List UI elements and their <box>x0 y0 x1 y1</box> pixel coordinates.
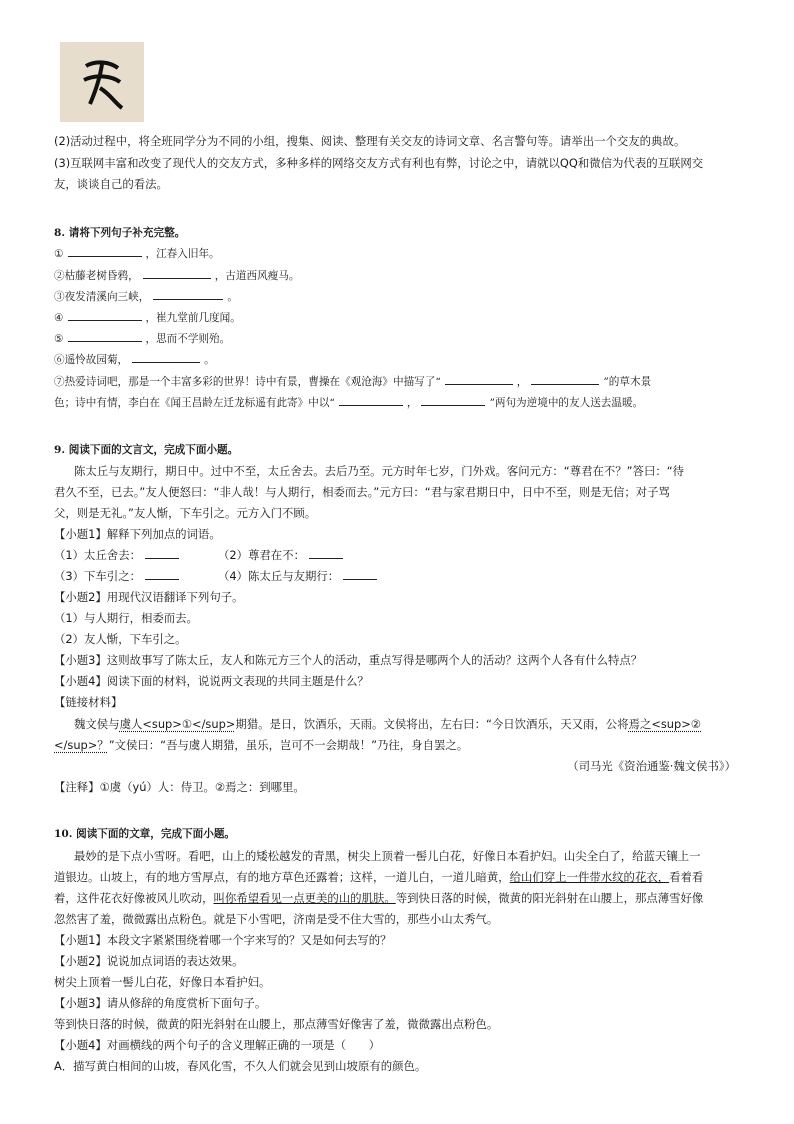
seal-character-image <box>60 42 144 122</box>
q10-title: 10. 阅读下面的文章，完成下面小题。 <box>54 828 236 840</box>
q7-item-3-line1: (3)互联网丰富和改变了现代人的交友方式，多种多样的网络交友方式有利也有弊，讨论之中，请就以QQ和微信为代表的互联网交 <box>54 156 704 170</box>
q7-item-2: (2)活动过程中，将全班同学分为不同的小组，搜集、阅读、整理有关交友的诗词文章、名言警句等。请举出一个交友的典故。 <box>54 134 686 148</box>
seal-glyph-drawing <box>60 42 144 122</box>
q10-passage-line2: 道银边。山坡上，有的地方雪厚点，有的地方草色还露着；这样，一道儿白，一道儿暗黄，给山们穿上一件带水纹的花衣，看着看 <box>54 870 704 884</box>
q8-line-4: ④ ，崔九堂前几度闻。 <box>54 308 241 328</box>
q7-item-3-line2: 友，谈谈自己的看法。 <box>54 177 168 191</box>
q9-passage-line3: 父，则是无礼。”友人惭，下车引之。元方入门不顾。 <box>54 506 317 520</box>
q10-option-a: A．描写黄白相间的山坡，春风化雪，不久人们就会见到山坡原有的颜色。 <box>54 1059 427 1073</box>
q10-subq2-sentence: 树尖上顶着一髻儿白花，好像日本看护妇。 <box>54 975 271 989</box>
q10-subq1: 【小题1】本段文字紧紧围绕着哪一个字来写的？又是如何去写的？ <box>54 933 392 947</box>
q8-line-3: ③夜发清溪向三峡， 。 <box>54 287 238 307</box>
q9-subq2-item2: （2）友人惭，下车引之。 <box>54 632 187 646</box>
q8-line-8: 色；诗中有情，李白在《闻王昌龄左迁龙标遥有此寄》中以“ ， ”两句为逆境中的友人送去温暖。 <box>54 393 643 413</box>
q10-subq4: 【小题4】对画横线的两个句子的含义理解正确的一项是（ ） <box>54 1038 381 1052</box>
q9-source: （司马光《资治通鉴·魏文侯书》） <box>567 759 736 773</box>
q9-subq1-item2: （2）尊君在不： <box>218 545 347 565</box>
q8-line-1: ① ，江春入旧年。 <box>54 244 220 264</box>
q10-subq3: 【小题3】请从修辞的角度赏析下面句子。 <box>54 996 267 1010</box>
q9-passage-line2: 君久不至，已去。”友人便怒曰：“非人哉！与人期行，相委而去。”元方曰：“君与家君期日中，日中不至，则是无信；对子骂 <box>54 485 670 499</box>
q8-line-5: ⑤ ，思而不学则殆。 <box>54 329 230 349</box>
q9-material-line1: 魏文侯与虞人<sup>①</sup>期猎。是日，饮酒乐，天雨。文侯将出，左右曰：“今日饮酒乐，天又雨，公将焉之<sup>② <box>74 717 702 731</box>
q9-link-heading: 【链接材料】 <box>54 695 123 709</box>
q9-subq1-item3: （3）下车引之： <box>54 566 183 586</box>
q8-title: 8. 请将下列句子补充完整。 <box>54 227 186 239</box>
q9-note: 【注释】①虞（yú）人：侍卫。②焉之：到哪里。 <box>54 780 305 794</box>
q9-subq2: 【小题2】用现代汉语翻译下列句子。 <box>54 590 244 604</box>
q9-subq1-item4: （4）陈太丘与友期行： <box>218 566 381 586</box>
q9-subq3: 【小题3】这则故事写了陈太丘，友人和陈元方三个人的活动，重点写得是哪两个人的活动？这两个人各有什么特点？ <box>54 653 643 667</box>
q10-passage-line3: 着，这件花衣好像被风儿吹动，叫你希望看见一点更美的山的肌肤。等到快日落的时候，微黄的阳光斜射在山腰上，那点薄雪好像 <box>54 891 704 905</box>
q9-material-line2: </sup>？”文侯曰：“吾与虞人期猎，虽乐，岂可不一会期哉！”乃往，身自罢之。 <box>54 738 469 752</box>
q10-passage-line4: 忽然害了羞，微微露出点粉色。就是下小雪吧，济南是受不住大雪的，那些小山太秀气。 <box>54 912 499 926</box>
q9-passage-line1: 陈太丘与友期行，期日中。过中不至，太丘舍去。去后乃至。元方时年七岁，门外戏。客问元方：“尊君在不？”答曰：“待 <box>74 464 685 478</box>
q8-line-2: ②枯藤老树昏鸦， ，古道西风瘦马。 <box>54 266 300 286</box>
q10-passage-line1: 最妙的是下点小雪呀。看吧，山上的矮松越发的青黑，树尖上顶着一髻儿白花，好像日本看护妇。山尖全白了，给蓝天镶上一 <box>74 849 701 863</box>
q9-subq4: 【小题4】阅读下面的材料，说说两文表现的共同主题是什么？ <box>54 674 369 688</box>
q9-subq2-item1: （1）与人期行，相委而去。 <box>54 611 198 625</box>
q9-subq1: 【小题1】解释下列加点的词语。 <box>54 527 221 541</box>
q8-line-6: ⑥遥怜故园菊， 。 <box>54 350 215 370</box>
q9-title: 9. 阅读下面的文言文，完成下面小题。 <box>54 444 239 456</box>
q8-line-7: ⑦热爱诗词吧，那是一个丰富多彩的世界！诗中有景，曹操在《观沧海》中描写了“ ， ”的草木景 <box>54 372 651 392</box>
q10-subq3-sentence: 等到快日落的时候，微黄的阳光斜射在山腰上，那点薄雪好像害了羞，微微露出点粉色。 <box>54 1017 499 1031</box>
q9-subq1-item1: （1）太丘舍去： <box>54 545 183 565</box>
q10-subq2: 【小题2】说说加点词语的表达效果。 <box>54 954 244 968</box>
